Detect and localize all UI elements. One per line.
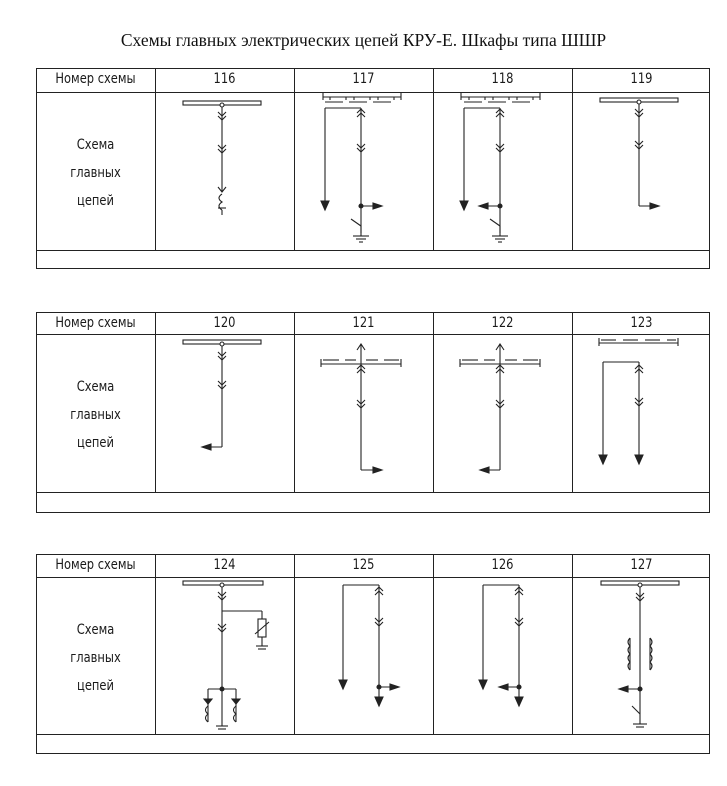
row-label-line: главных — [70, 165, 121, 181]
row-label-line: Схема — [76, 622, 115, 638]
circuit-diagram-119 — [600, 98, 678, 209]
scheme-number: 126 — [491, 557, 514, 573]
scheme-table-1 — [36, 68, 710, 285]
scheme-number: 125 — [352, 557, 375, 573]
scheme-table-2 — [36, 312, 710, 529]
scheme-number: 119 — [630, 71, 653, 87]
circuit-diagram-126 — [479, 585, 523, 706]
row-label-line: главных — [70, 650, 121, 666]
row-label-line: Схема — [76, 379, 115, 395]
row-label-line: цепей — [77, 678, 114, 694]
row-label-line: цепей — [77, 193, 114, 209]
circuit-diagram-122 — [460, 344, 540, 473]
scheme-table-3 — [36, 554, 710, 771]
circuit-diagram-125 — [339, 585, 399, 706]
circuit-diagram-116 — [183, 101, 261, 215]
circuit-diagram-121 — [321, 344, 401, 473]
row-label-line: цепей — [77, 435, 114, 451]
scheme-number: 121 — [352, 315, 375, 331]
scheme-number: 117 — [352, 71, 375, 87]
circuit-diagram-124 — [183, 581, 269, 729]
circuit-diagram-118 — [460, 92, 540, 242]
scheme-number-label: Номер схемы — [55, 557, 136, 573]
circuit-diagram-117 — [321, 92, 401, 242]
dashed-busbar — [323, 92, 401, 100]
row-label-line: главных — [70, 407, 121, 423]
scheme-number: 116 — [213, 71, 236, 87]
circuit-diagram-127 — [601, 581, 679, 727]
row-label-line: Схема — [76, 137, 115, 153]
scheme-number-label: Номер схемы — [55, 71, 136, 87]
circuit-diagram-120 — [183, 340, 261, 450]
scheme-number: 118 — [491, 71, 514, 87]
scheme-number: 124 — [213, 557, 236, 573]
circuit-diagram-123 — [599, 338, 678, 464]
scheme-number-label: Номер схемы — [55, 315, 136, 331]
scheme-number: 120 — [213, 315, 236, 331]
page-title: Схемы главных электрических цепей КРУ-Е. Шкафы типа ШШР — [120, 30, 607, 50]
scheme-number: 127 — [630, 557, 653, 573]
scheme-number: 123 — [630, 315, 653, 331]
scheme-number: 122 — [491, 315, 514, 331]
